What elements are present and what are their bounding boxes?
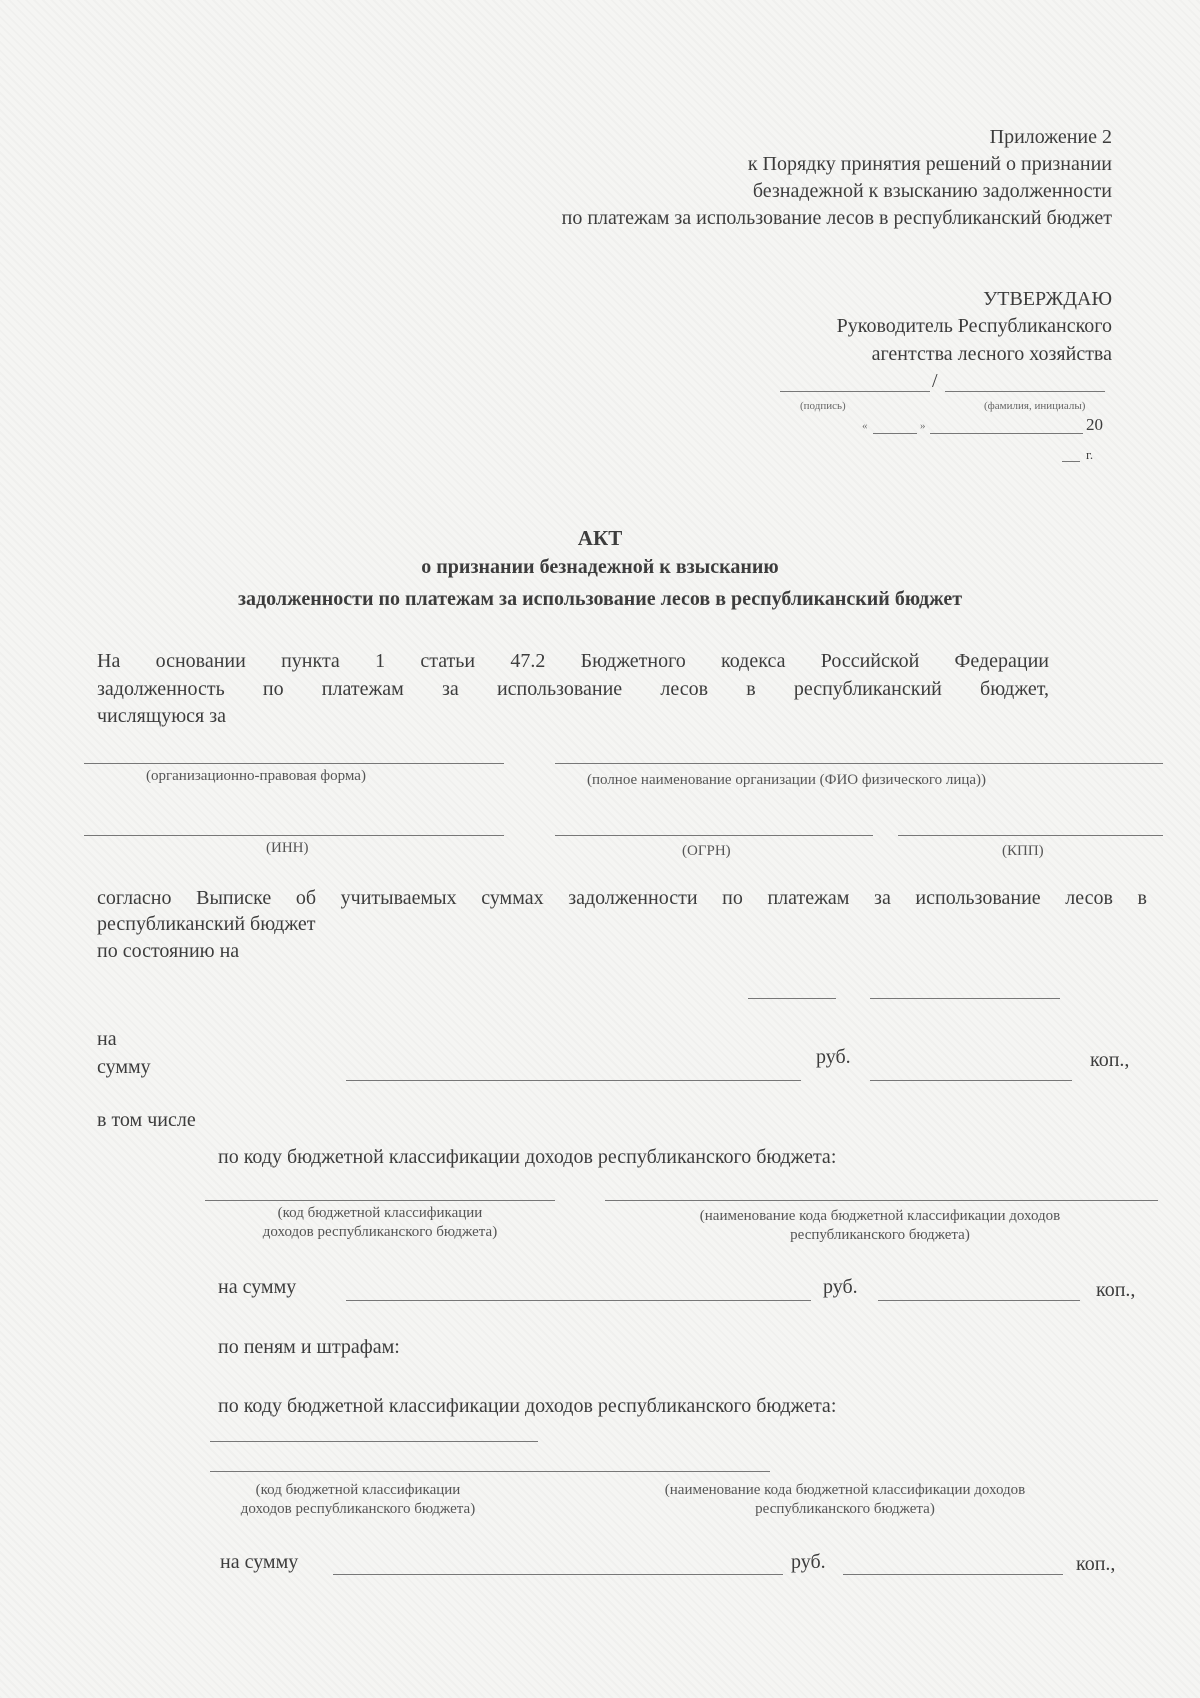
code1-name-caption-a: (наименование кода бюджетной классификации доходов (699, 1208, 1061, 1224)
total-rub-line (346, 1080, 801, 1081)
total-kop-line (870, 1080, 1072, 1081)
total-rub-label: руб. (816, 1046, 851, 1068)
para1-line3: числящуюся за (97, 705, 227, 727)
act-subtitle-1: о признании безнадежной к взысканию (421, 556, 779, 578)
act-subtitle-2: задолженности по платежам за использование лесов в республиканский бюджет (237, 588, 963, 610)
by-code-1: по коду бюджетной классификации доходов республиканского бюджета: (218, 1146, 837, 1168)
date-g: г. (1086, 447, 1094, 462)
year-line (1062, 461, 1080, 462)
code2-rub-label: руб. (791, 1551, 826, 1573)
inn-caption: (ИНН) (266, 840, 309, 856)
code1-caption-a: (код бюджетной классификации (277, 1205, 483, 1221)
code1-line (205, 1200, 555, 1201)
approval-line2: агентства лесного хозяйства (871, 343, 1112, 365)
appendix-line2: к Порядку принятия решений о признании (747, 153, 1112, 175)
para1-line2: задолженность по платежам за использование лесов в республиканский бюджет, (97, 678, 1049, 700)
code1-name-caption-b: республиканского бюджета) (790, 1227, 970, 1243)
code2-caption-a: (код бюджетной классификации (255, 1482, 461, 1498)
name-line (945, 391, 1105, 392)
code1-rub-line (346, 1300, 811, 1301)
org-form-caption: (организационно-правовая форма) (146, 768, 366, 784)
inn-line (84, 835, 504, 836)
ogrn-line (555, 835, 873, 836)
na-summu-2: на сумму (220, 1551, 299, 1573)
date-month-field-line (870, 998, 1060, 999)
appendix-line1: Приложение 2 (989, 126, 1112, 148)
act-title: АКТ (577, 526, 623, 550)
code2-kop-line (843, 1574, 1063, 1575)
code2-line (210, 1441, 538, 1442)
name-caption: (фамилия, инициалы) (984, 400, 1086, 412)
code1-kop-line (878, 1300, 1080, 1301)
para2-line1: согласно Выписке об учитываемых суммах задолженности по платежам за использование лесов в (97, 887, 1147, 909)
sign-caption: (подпись) (800, 400, 846, 412)
approval-slash: / (932, 370, 938, 392)
kpp-line (898, 835, 1163, 836)
ogrn-caption: (ОГРН) (682, 843, 731, 859)
date-open-quote: « (862, 420, 868, 432)
para2-line3: по состоянию на (97, 940, 240, 962)
code2-name-caption-b: республиканского бюджета) (755, 1501, 935, 1517)
na-summu-1: на сумму (218, 1276, 297, 1298)
org-name-caption: (полное наименование организации (ФИО физического лица)) (587, 772, 987, 788)
date-day-line (873, 433, 917, 434)
na-label: на (97, 1028, 117, 1050)
approval-title: УТВЕРЖДАЮ (983, 288, 1112, 310)
date-month-line (930, 433, 1083, 434)
v-tom-chisle: в том числе (97, 1109, 196, 1131)
org-name-line (555, 763, 1163, 764)
code2-kop-label: коп., (1076, 1553, 1116, 1575)
code2-rub-line (333, 1574, 783, 1575)
date-year: 20 (1086, 415, 1103, 434)
appendix-line3: безнадежной к взысканию задолженности (752, 180, 1112, 202)
appendix-line4: по платежам за использование лесов в республиканский бюджет (561, 207, 1112, 229)
peni-label: по пеням и штрафам: (218, 1336, 400, 1358)
by-code-2: по коду бюджетной классификации доходов республиканского бюджета: (218, 1395, 837, 1417)
summu-label: сумму (97, 1056, 151, 1078)
code1-kop-label: коп., (1096, 1279, 1136, 1301)
para2-line2: республиканский бюджет (97, 913, 316, 935)
code1-rub-label: руб. (823, 1276, 858, 1298)
code2-caption-b: доходов республиканского бюджета) (240, 1501, 476, 1517)
code1-caption-b: доходов республиканского бюджета) (262, 1224, 498, 1240)
signature-line (780, 391, 930, 392)
date-close-quote: » (920, 420, 926, 432)
code2-name-caption-a: (наименование кода бюджетной классификации доходов (664, 1482, 1026, 1498)
para1-line1: На основании пункта 1 статьи 47.2 Бюджетного кодекса Российской Федерации (97, 650, 1049, 672)
kpp-caption: (КПП) (1002, 843, 1044, 859)
approval-line1: Руководитель Республиканского (836, 315, 1112, 337)
date-day-field-line (748, 998, 836, 999)
code2-name-line (210, 1471, 770, 1472)
code1-name-line (605, 1200, 1158, 1201)
org-form-line (84, 763, 504, 764)
total-kop-label: коп., (1090, 1049, 1130, 1071)
